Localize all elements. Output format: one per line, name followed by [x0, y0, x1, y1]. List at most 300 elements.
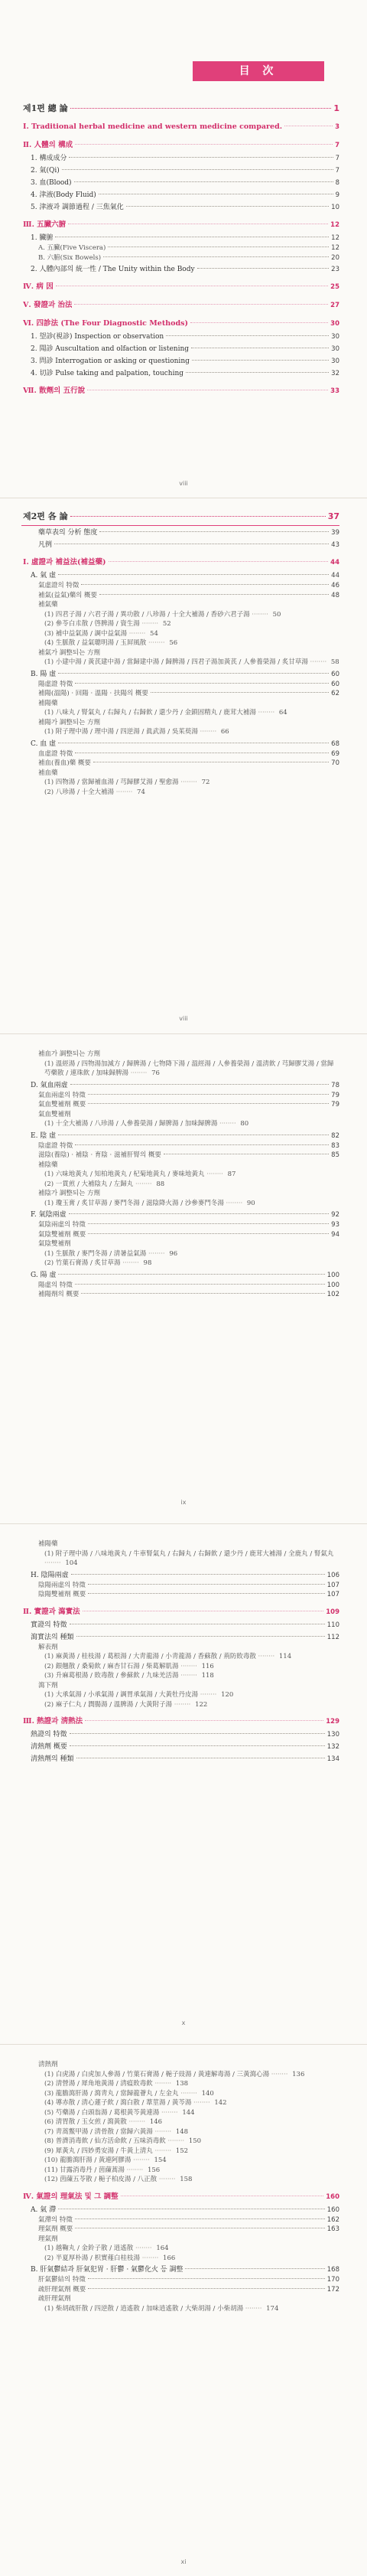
toc-entry-label: 淸熱劑 概要 [31, 1743, 67, 1751]
toc-entry-sub[interactable] [21, 1239, 339, 1249]
toc-entry-sub[interactable] [21, 600, 339, 610]
toc-entry-label: B. 陽 虛 [31, 670, 57, 678]
toc-page-number: 76 [151, 1069, 160, 1077]
toc-entry-label: 滋陰(養陰) · 補陰 · 育陰 · 滋補肝腎의 概要 [38, 1151, 161, 1159]
dot-leader [185, 2268, 324, 2269]
toc-entry-label: 補陽藥 [38, 1540, 58, 1548]
dot-leader: ········ [139, 620, 161, 628]
toc-entry-sec[interactable] [21, 1210, 339, 1220]
page-footer: viii [179, 1015, 188, 1022]
toc-page-number: 132 [326, 1743, 339, 1751]
toc-entry-sub[interactable] [21, 759, 339, 769]
dot-leader: ········ [152, 2080, 174, 2088]
toc-page-number: 116 [201, 1662, 214, 1670]
toc-entry-ch[interactable] [21, 318, 339, 330]
toc-entry-para[interactable] [21, 727, 339, 737]
toc-entry-sec[interactable] [21, 1270, 339, 1281]
toc-entry-para[interactable] [21, 2098, 339, 2108]
toc-entry-sec[interactable] [21, 2205, 339, 2215]
toc-page-number: 50 [272, 610, 281, 619]
toc-entry-label: 瀉實法의 種類 [31, 1633, 74, 1641]
dot-leader [88, 1103, 329, 1104]
toc-entry-sub[interactable] [21, 1091, 339, 1101]
toc-page-number: 70 [331, 759, 339, 767]
toc-entry-label: 補陽(溫陽) · 回陽 · 溫陽 · 扶陽의 概要 [38, 690, 148, 697]
toc-entry-sec[interactable] [21, 1620, 339, 1631]
toc-entry-label: (2) 半夏厚朴湯 / 枳實薤白桂枝湯 [44, 2254, 141, 2262]
toc-page-number: 43 [331, 541, 339, 549]
toc-page-number: 44 [331, 572, 339, 580]
toc-entry-label: 血虛證 特徵 [38, 749, 73, 758]
toc-entry-sub[interactable] [21, 253, 339, 263]
toc-page-number: 109 [326, 1608, 339, 1616]
toc-entry-label: 1. 臟腑 [31, 234, 54, 242]
toc-entry-label: 4. 津液(Body Fluid) [31, 191, 96, 199]
toc-entry-sub[interactable] [21, 1581, 339, 1591]
toc-entry-para[interactable] [21, 1059, 339, 1079]
toc-page-number: 98 [143, 1259, 152, 1267]
dot-leader: ········ [307, 658, 329, 666]
toc-page-number: 144 [182, 2108, 195, 2117]
toc-entry-label: 氣滯의 特徵 [38, 2215, 73, 2224]
toc-entry-label: 2. 聞診 Auscultation and olfaction or listening [31, 345, 190, 353]
toc-entry-sec[interactable] [21, 190, 339, 201]
toc-entry-label: Ⅰ. 虛證과 補益法(補益藥) [23, 558, 106, 566]
toc-entry-ch[interactable] [21, 1716, 339, 1728]
toc-page-number: 60 [331, 680, 339, 688]
toc-page-number: 146 [149, 2118, 163, 2126]
toc-entry-ch[interactable] [21, 219, 339, 231]
toc-entry-para[interactable] [21, 1180, 339, 1190]
toc-page-number: 92 [331, 1211, 339, 1219]
toc-entry-label: (2) 銀翹散 / 桑菊飮 / 麻杏甘石湯 / 柴葛解肌湯 [44, 1662, 179, 1670]
toc-page-number: 107 [326, 1581, 339, 1589]
toc-entry-label: (1) 大承氣湯 / 小承氣湯 / 調胃承氣湯 / 大黃牡丹皮湯 [44, 1691, 199, 1699]
toc-entry-sub[interactable] [21, 2060, 339, 2070]
toc-entry-label: 氣陰雙補劑 概要 [38, 1230, 86, 1239]
dot-leader: ········ [197, 728, 219, 736]
toc-page-number: 110 [326, 1621, 339, 1629]
toc-entry-sec[interactable] [21, 178, 339, 188]
toc-page-number: 62 [331, 690, 339, 697]
toc-entry-label: 1. 構成成分 [31, 155, 67, 162]
toc-entry-para[interactable] [21, 2175, 339, 2185]
dot-leader [58, 1274, 324, 1275]
toc-entry-para[interactable] [21, 638, 339, 648]
toc-entry-label: 補氣藥 [38, 601, 58, 609]
toc-page-number: 64 [278, 709, 287, 717]
toc-entry-label: Ⅲ. 熱證과 淸熱法 [23, 1717, 83, 1725]
toc-page-number: 148 [175, 2127, 189, 2136]
toc-entry-sec[interactable] [21, 1754, 339, 1765]
toc-entry-label: 陰虛證 特徵 [38, 1141, 73, 1150]
toc-entry-label: (1) 柴胡疏肝散 / 四逆散 / 逍遙散 / 加味逍遙散 / 大柴胡湯 / 小柴胡湯 [44, 2304, 244, 2313]
toc-entry-label: (12) 茵蔯五苓散 / 梔子柏皮湯 / 八正散 [44, 2176, 158, 2183]
toc-page-number: 138 [175, 2080, 189, 2088]
toc-entry-para[interactable] [21, 2070, 339, 2080]
toc-entry-sub[interactable] [21, 1281, 339, 1291]
toc-title: 目 次 [193, 61, 324, 81]
toc-entry-sec[interactable] [21, 356, 339, 367]
toc-entry-label: (3) 龍膽瀉肝湯 / 瀉靑丸 / 當歸龍薈丸 / 左金丸 [44, 2089, 179, 2098]
toc-entry-sub[interactable] [21, 2275, 339, 2285]
toc-entry-para[interactable] [21, 2079, 339, 2089]
dot-leader [75, 1284, 325, 1285]
dot-leader: ········ [152, 2147, 174, 2155]
toc-entry-label: (6) 淸胃散 / 玉女煎 / 瀉黃散 [44, 2118, 127, 2126]
dot-leader [76, 1636, 325, 1637]
toc-entry-sub[interactable] [21, 2215, 339, 2225]
dot-leader [69, 157, 333, 158]
toc-entry-sub[interactable] [21, 769, 339, 779]
dot-leader [88, 1584, 325, 1585]
toc-page-number: 72 [201, 779, 210, 786]
toc-entry-label: 熱證의 特徵 [31, 1731, 67, 1739]
toc-page-number: 37 [327, 511, 339, 521]
toc-entry-para[interactable] [21, 1662, 339, 1672]
toc-page-number: 1 [333, 103, 339, 113]
dot-leader: ········ [44, 1559, 63, 1567]
dot-leader: ········ [146, 639, 167, 647]
toc-list [21, 1539, 339, 1765]
toc-entry-label: (10) 龍膽瀉肝湯 / 黃連阿膠湯 [44, 2156, 132, 2164]
toc-entry-para[interactable] [21, 1119, 339, 1129]
toc-entry-sec[interactable] [21, 1131, 339, 1141]
toc-page-number: 87 [227, 1170, 236, 1178]
toc-entry-label: (1) 溫經湯 / 四物湯加減方 / 歸脾湯 / 七物降下湯 / 溫經湯 / 人參養榮湯 / 溫淸飮 / 芎歸膠艾湯 / 當歸芍藥散 / 連珠飮 / 加味歸脾湯 [44, 1059, 334, 1077]
toc-entry-label: E. 陰 虛 [31, 1131, 57, 1140]
toc-entry-label: (11) 甘露消毒丹 / 茵蔯蒿湯 [44, 2166, 125, 2174]
toc-entry-label: 제2편 各 論 [23, 511, 68, 521]
dot-leader [74, 181, 333, 182]
toc-entry-sec[interactable] [21, 570, 339, 581]
toc-entry-label: 淸熱劑 [38, 2061, 58, 2068]
toc-page-number: 160 [326, 2192, 339, 2201]
toc-entry-para[interactable] [21, 658, 339, 668]
toc-page-number: 32 [331, 370, 339, 377]
toc-page-number: 163 [326, 2225, 339, 2233]
toc-entry-label: (3) 升麻葛根湯 / 敗毒散 / 參蘇飮 / 九味羌活湯 [44, 1672, 179, 1680]
toc-entry-sec[interactable] [21, 1632, 339, 1643]
toc-page-number: 10 [331, 204, 339, 211]
toc-entry-sub[interactable] [21, 1230, 339, 1240]
toc-entry-para[interactable] [21, 2304, 339, 2314]
dot-leader: ········ [178, 1672, 200, 1680]
toc-entry-sub[interactable] [21, 2225, 339, 2235]
toc-entry-ch[interactable] [21, 557, 339, 569]
dot-leader: ········ [178, 1662, 200, 1670]
toc-entry-label: Ⅵ. 四診法 (The Four Diagnostic Methods) [23, 319, 188, 328]
toc-entry-label: 補陰藥 [38, 1161, 58, 1169]
toc-page-number: 68 [331, 739, 339, 748]
toc-entry-part[interactable] [21, 103, 339, 115]
toc-page-number: 7 [335, 167, 339, 175]
toc-entry-label: Ⅶ. 散劑의 五行說 [23, 387, 86, 395]
dot-leader [99, 531, 329, 532]
toc-entry-para[interactable] [21, 2166, 339, 2176]
toc-entry-para[interactable] [21, 1170, 339, 1180]
toc-entry-sub[interactable] [21, 1050, 339, 1059]
toc-entry-sub[interactable] [21, 1161, 339, 1170]
toc-page-number: 100 [326, 1271, 339, 1279]
toc-entry-para[interactable] [21, 2147, 339, 2156]
toc-entry-sub[interactable] [21, 1141, 339, 1151]
toc-entry-para[interactable] [21, 2127, 339, 2137]
dot-leader: ········ [114, 788, 135, 796]
toc-entry-para[interactable] [21, 1652, 339, 1662]
toc-page-number: 134 [326, 1755, 339, 1763]
toc-entry-label: 陽虛의 特徵 [38, 1281, 73, 1289]
dot-leader [70, 516, 326, 517]
toc-entry-label: (1) 白虎湯 / 白虎加人參湯 / 竹葉石膏湯 / 梔子豉湯 / 黃連解毒湯 / 三黃瀉心湯 [44, 2070, 270, 2078]
toc-page-number: 82 [331, 1131, 339, 1140]
toc-entry-ch[interactable] [21, 121, 339, 133]
toc-entry-sec[interactable] [21, 202, 339, 213]
dot-leader: ········ [243, 2304, 265, 2313]
dot-leader [109, 561, 329, 562]
toc-page-number: 25 [330, 283, 339, 291]
dot-leader [71, 1574, 325, 1575]
toc-entry-label: Ⅲ. 五臟六腑 [23, 220, 67, 229]
toc-page-number: 30 [331, 345, 339, 353]
toc-entry-sub[interactable] [21, 689, 339, 699]
toc-entry-label: (1) 小建中湯 / 黃芪建中湯 / 當歸建中湯 / 歸脾湯 / 四君子湯加黃芪 / 人參養榮湯 / 炙甘草湯 [44, 658, 308, 666]
toc-entry-label: 瀉下劑 [38, 1681, 58, 1690]
toc-page-number: 118 [201, 1672, 214, 1680]
toc-entry-label: (2) 八珍湯 / 十全大補湯 [44, 788, 115, 796]
toc-entry-sub[interactable] [21, 1681, 339, 1691]
toc-page-number: 168 [326, 2266, 339, 2274]
toc-entry-sub[interactable] [21, 749, 339, 759]
dot-leader [81, 1293, 324, 1294]
toc-entry-label: (3) 補中益氣湯 / 調中益氣湯 [44, 629, 128, 638]
toc-entry-sec[interactable] [21, 1742, 339, 1752]
toc-entry-sub[interactable] [21, 1643, 339, 1653]
toc-page-number: 27 [330, 302, 339, 309]
toc-entry-sec[interactable] [21, 669, 339, 680]
toc-entry-para[interactable] [21, 2089, 339, 2099]
toc-page-number: 154 [154, 2156, 167, 2164]
toc-entry-label: 補陽藥 [38, 699, 58, 707]
toc-entry-sec[interactable] [21, 368, 339, 379]
dot-leader [88, 1223, 329, 1224]
toc-entry-sub[interactable] [21, 1220, 339, 1230]
toc-entry-label: 氣血兩虛의 特徵 [38, 1091, 86, 1099]
toc-page-number: 7 [335, 142, 339, 149]
toc-entry-label: 疏肝理氣劑 概要 [38, 2285, 86, 2294]
toc-entry-label: 補血藥 [38, 769, 58, 777]
toc-page-number: 30 [331, 358, 339, 365]
toc-entry-ch[interactable] [21, 2191, 339, 2203]
dot-leader [70, 1733, 325, 1734]
toc-page-number: 94 [331, 1230, 339, 1239]
toc-entry-sec[interactable] [21, 540, 339, 550]
toc-list [21, 508, 339, 797]
toc-entry-sec[interactable] [21, 165, 339, 176]
dot-leader: ········ [159, 2108, 180, 2117]
toc-page-3 [0, 1033, 367, 1524]
toc-entry-sec[interactable] [21, 2264, 339, 2275]
toc-entry-sub[interactable] [21, 1189, 339, 1199]
toc-entry-label: (1) 八味丸 / 腎氣丸 / 右歸丸 / 右歸飮 / 還少丹 / 金鎖固精丸 / 鹿茸大補湯 [44, 709, 256, 717]
toc-entry-label: 氣血雙補劑 概要 [38, 1101, 86, 1108]
toc-entry-para[interactable] [21, 1690, 339, 1700]
dot-leader [192, 360, 329, 361]
dot-leader [75, 1144, 329, 1145]
toc-entry-label: (1) 越鞠丸 / 金鈴子散 / 逍遙散 [44, 2245, 134, 2252]
toc-entry-label: 3. 問診 Interrogation or asking or questioning [31, 358, 190, 365]
toc-entry-sec[interactable] [21, 739, 339, 749]
toc-entry-label: B. 肝氣鬱結과 肝氣犯胃 · 肝鬱 · 氣鬱化火 등 調整 [31, 2266, 184, 2274]
toc-entry-label: (8) 普濟消毒飮 / 仙方活命飮 / 五味消毒飮 [44, 2137, 166, 2145]
toc-entry-sub[interactable] [21, 1590, 339, 1600]
dot-leader: ········ [269, 2070, 291, 2078]
toc-entry-label: (2) 竹葉石膏湯 / 炙甘草湯 [44, 1259, 121, 1267]
toc-entry-ch[interactable] [21, 1606, 339, 1618]
toc-entry-para[interactable] [21, 778, 339, 788]
toc-entry-sub[interactable] [21, 648, 339, 658]
toc-entry-para[interactable] [21, 1549, 339, 1569]
toc-entry-para[interactable] [21, 619, 339, 629]
toc-page-number: 23 [331, 266, 339, 273]
toc-entry-ch[interactable] [21, 139, 339, 152]
dot-leader [58, 574, 329, 575]
toc-entry-sec[interactable] [21, 1729, 339, 1740]
toc-page-number: 56 [169, 639, 178, 647]
toc-page-number: 114 [278, 1653, 292, 1660]
toc-page-number: 54 [150, 629, 158, 638]
toc-entry-label: 補陽가 調整되는 方劑 [38, 718, 101, 726]
toc-page-number: 136 [292, 2070, 305, 2078]
toc-entry-label: 陰陽雙補劑 概要 [38, 1591, 86, 1598]
toc-entry-para[interactable] [21, 2108, 339, 2118]
toc-entry-sub[interactable] [21, 699, 339, 709]
dot-leader [70, 1084, 330, 1085]
dot-leader: ········ [120, 1259, 141, 1267]
dot-leader: ········ [223, 1199, 245, 1207]
toc-entry-para[interactable] [21, 1259, 339, 1268]
toc-entry-label: (4) 生脈散 / 益氣聰明湯 / 玉屛風散 [44, 639, 147, 647]
toc-entry-sec[interactable] [21, 264, 339, 275]
toc-entry-label: Ⅱ. 人體의 構成 [23, 141, 73, 149]
toc-entry-para[interactable] [21, 788, 339, 798]
toc-entry-para[interactable] [21, 629, 339, 639]
toc-entry-label: 氣血雙補劑 [38, 1110, 71, 1118]
toc-entry-para[interactable] [21, 1249, 339, 1259]
toc-entry-para[interactable] [21, 1671, 339, 1681]
toc-entry-sub[interactable] [21, 680, 339, 690]
toc-entry-label: 제1편 總 論 [23, 103, 68, 113]
toc-page-number: 104 [65, 1559, 78, 1567]
toc-entry-sub[interactable] [21, 1110, 339, 1120]
toc-list [21, 100, 339, 397]
dot-leader [75, 683, 329, 684]
toc-entry-label: 疏肝理氣劑 [38, 2295, 71, 2303]
toc-entry-label: Ⅴ. 發證과 治法 [23, 301, 73, 309]
toc-page-number: 150 [188, 2137, 202, 2145]
toc-entry-label: (1) 四物湯 / 當歸補血湯 / 芎歸膠艾湯 / 聖愈湯 [44, 779, 179, 786]
toc-entry-sec[interactable] [21, 233, 339, 243]
toc-entry-para[interactable] [21, 2156, 339, 2166]
toc-entry-sec[interactable] [21, 153, 339, 164]
dot-leader: ········ [255, 1653, 277, 1660]
toc-entry-sec[interactable] [21, 527, 339, 538]
toc-entry-sub[interactable] [21, 1100, 339, 1110]
toc-entry-para[interactable] [21, 610, 339, 620]
page-footer: ix [180, 1499, 187, 1506]
toc-page-2 [0, 498, 367, 1034]
toc-entry-sec[interactable] [21, 1570, 339, 1581]
toc-entry-label: A. 氣 虛 [31, 572, 57, 580]
toc-entry-sec[interactable] [21, 331, 339, 342]
toc-entry-sub[interactable] [21, 1151, 339, 1161]
toc-entry-label: 2. 氣(Qi) [31, 167, 60, 175]
toc-entry-ch[interactable] [21, 385, 339, 397]
toc-entry-label: (1) 十全大補湯 / 八珍湯 / 人參養榮湯 / 歸脾湯 / 加味歸脾湯 [44, 1120, 218, 1128]
toc-entry-label: 理氣劑 概要 [38, 2225, 73, 2233]
toc-page-number: 20 [331, 253, 339, 262]
toc-page-number: 80 [240, 1120, 249, 1128]
toc-entry-para[interactable] [21, 1199, 339, 1209]
toc-entry-para[interactable] [21, 2254, 339, 2264]
toc-page-number: 12 [331, 244, 339, 252]
toc-entry-para[interactable] [21, 2244, 339, 2254]
toc-entry-label: Ⅰ. Traditional herbal medicine and western medicine compared. [23, 122, 283, 131]
toc-entry-ch[interactable] [21, 299, 339, 312]
dot-leader [108, 246, 329, 247]
toc-page-number: 122 [195, 1700, 208, 1709]
toc-entry-label: B. 六腑(Six Bowels) [38, 253, 102, 262]
toc-entry-sub[interactable] [21, 243, 339, 253]
toc-entry-para[interactable] [21, 1700, 339, 1710]
toc-entry-sub[interactable] [21, 1539, 339, 1549]
toc-entry-label: 補血(養血)藥 概要 [38, 759, 91, 767]
toc-entry-sub[interactable] [21, 2285, 339, 2295]
dot-leader [70, 108, 332, 109]
dot-leader [88, 1094, 329, 1095]
toc-entry-para[interactable] [21, 2117, 339, 2127]
toc-entry-sub[interactable] [21, 591, 339, 601]
dot-leader: ········ [249, 610, 271, 619]
dot-leader: ········ [128, 1069, 150, 1077]
toc-entry-sec[interactable] [21, 1080, 339, 1091]
toc-entry-label: Ⅳ. 氣證의 理氣法 및 그 調整 [23, 2192, 119, 2201]
toc-entry-sub[interactable] [21, 581, 339, 591]
dot-leader: ········ [165, 2137, 187, 2145]
toc-page-number: 58 [330, 658, 339, 666]
toc-entry-sub[interactable] [21, 2294, 339, 2304]
toc-entry-sub[interactable] [21, 1290, 339, 1300]
toc-entry-label: 淸熱劑의 種類 [31, 1755, 74, 1763]
toc-entry-para[interactable] [21, 708, 339, 718]
toc-page-number: 88 [156, 1180, 165, 1188]
toc-page-number: 120 [221, 1691, 234, 1699]
dot-leader [99, 594, 329, 595]
toc-entry-sub[interactable] [21, 718, 339, 728]
dot-leader: ········ [126, 2118, 148, 2126]
toc-entry-label: 補陰가 調整되는 方劑 [38, 1190, 101, 1197]
toc-entry-ch[interactable] [21, 281, 339, 293]
toc-entry-sub[interactable] [21, 2235, 339, 2245]
dot-leader [70, 1745, 325, 1746]
toc-entry-para[interactable] [21, 2137, 339, 2147]
toc-page-number: 78 [331, 1081, 339, 1089]
toc-entry-label: (9) 犀黃丸 / 四妙勇安湯 / 牛黃上淸丸 [44, 2147, 153, 2155]
dot-leader: ········ [146, 1249, 167, 1258]
toc-entry-sec[interactable] [21, 344, 339, 354]
dot-leader [103, 256, 329, 257]
toc-entry-part[interactable] [21, 511, 339, 526]
